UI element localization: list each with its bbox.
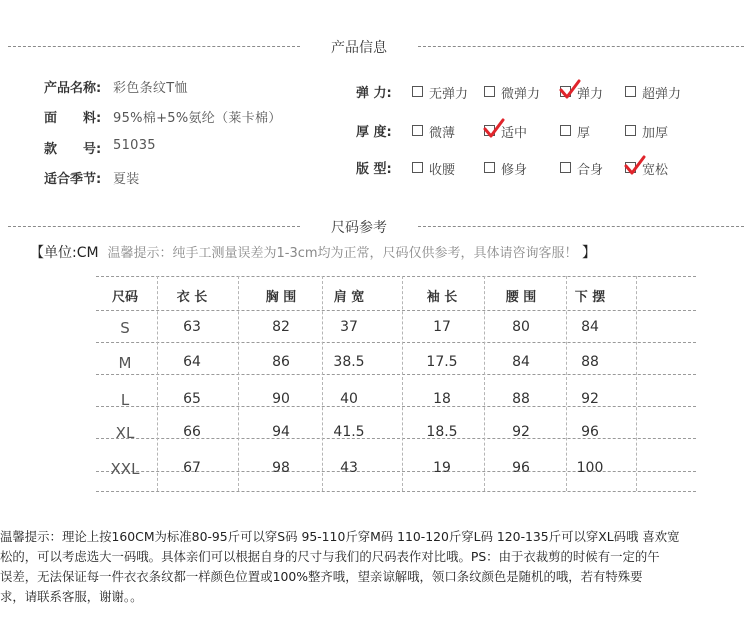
season-value: 夏装 [113, 172, 140, 187]
option-label: 合身 [577, 163, 604, 178]
checkbox[interactable] [560, 162, 571, 173]
table-divider [96, 276, 696, 277]
table-cell: 38.5 [333, 354, 365, 370]
table-header-cell: 肩 宽 [333, 290, 365, 305]
unit-bracket-open: 【 [30, 245, 44, 261]
table-cell: 18 [433, 391, 451, 407]
table-cell: 66 [183, 424, 201, 440]
option-label: 收腰 [429, 163, 456, 178]
table-cell: 65 [183, 391, 201, 407]
season-label: 适合季节: [44, 172, 102, 187]
table-cell: 19 [433, 460, 451, 476]
size-reference-title: 尺码参考 [331, 220, 387, 236]
option-label: 适中 [501, 126, 528, 141]
size-reference-header [8, 217, 744, 237]
product-info-title: 产品信息 [331, 40, 387, 56]
size-label-cell: M [118, 354, 132, 372]
table-cell: 96 [512, 460, 530, 476]
table-header-cell: 下 摆 [574, 290, 606, 305]
table-cell: 17.5 [426, 354, 458, 370]
table-divider [402, 276, 403, 491]
size-label-cell: S [120, 319, 130, 337]
unit-notice [30, 242, 596, 262]
option-label: 超弹力 [642, 87, 682, 102]
measurement-tip: 温馨提示：纯手工测量误差为1-3cm均为正常，尺码仅供参考，具体请咨询客服！ [107, 246, 578, 261]
header-divider-left [8, 46, 300, 47]
table-cell: 63 [183, 319, 201, 335]
size-label-cell: XL [115, 424, 135, 442]
checkbox[interactable] [412, 162, 423, 173]
checkbox[interactable] [412, 125, 423, 136]
option-label: 宽松 [642, 163, 669, 178]
attribute-label: 版 型: [356, 162, 392, 177]
option-label: 微薄 [429, 126, 456, 141]
unit-bracket-close: 】 [581, 245, 596, 261]
table-cell: 82 [272, 319, 290, 335]
table-cell: 98 [272, 460, 290, 476]
sizing-note [0, 527, 750, 607]
table-header-cell: 袖 长 [426, 290, 458, 305]
table-header-cell: 腰 围 [505, 290, 537, 305]
table-divider [322, 276, 323, 491]
table-divider [96, 342, 696, 343]
model-number-value: 51035 [113, 138, 156, 153]
table-divider [484, 276, 485, 491]
table-header-cell: 胸 围 [265, 290, 297, 305]
note-line: 松的，可以考虑选大一码哦。具体亲们可以根据自身的尺寸与我们的尺码表作对比哦。PS：由于衣裁剪的时候有一定的午 [0, 549, 660, 564]
table-divider [238, 276, 239, 491]
note-line: 求，请联系客服，谢谢。。 [0, 589, 143, 604]
table-cell: 18.5 [426, 424, 458, 440]
table-header-cell: 衣 长 [176, 290, 208, 305]
product-name-value: 彩色条纹T恤 [113, 81, 188, 96]
option-label: 厚 [577, 126, 591, 141]
table-cell: 64 [183, 354, 201, 370]
table-cell: 94 [272, 424, 290, 440]
table-cell: 88 [581, 354, 599, 370]
table-cell: 84 [581, 319, 599, 335]
header-divider-left [8, 226, 300, 227]
checkbox[interactable] [484, 86, 495, 97]
table-cell: 88 [512, 391, 530, 407]
note-line: 温馨提示：理论上按160CM为标准80-95斤可以穿S码 95-110斤穿M码 110-120斤穿L码 120-135斤可以穿XL码哦 喜欢宽 [0, 529, 680, 544]
table-cell: 90 [272, 391, 290, 407]
checkbox[interactable] [484, 162, 495, 173]
table-divider [96, 491, 696, 492]
option-label: 加厚 [642, 126, 669, 141]
fabric-value: 95%棉+5%氨纶（莱卡棉） [113, 111, 282, 126]
unit-label: 单位:CM [44, 245, 99, 261]
table-cell: 100 [576, 460, 604, 476]
note-line: 误差，无法保证每一件衣衣条纹都一样颜色位置或100%整齐哦，望亲谅解哦，领口条纹颜色是随机的哦，若有特殊要 [0, 569, 643, 584]
table-cell: 67 [183, 460, 201, 476]
product-name-label: 产品名称: [44, 81, 102, 96]
model-number-label: 款 号: [44, 142, 102, 157]
checkbox[interactable] [625, 86, 636, 97]
checkbox[interactable] [560, 125, 571, 136]
table-header-cell: 尺码 [111, 290, 138, 305]
table-cell: 96 [581, 424, 599, 440]
attribute-label: 弹 力: [356, 86, 392, 101]
table-cell: 92 [512, 424, 530, 440]
table-divider [566, 276, 567, 491]
table-cell: 37 [340, 319, 358, 335]
attribute-label: 厚 度: [356, 125, 392, 140]
table-divider [636, 276, 637, 491]
table-divider [96, 374, 696, 375]
header-divider-right [418, 226, 744, 227]
product-info-header [8, 37, 744, 57]
table-cell: 80 [512, 319, 530, 335]
table-cell: 43 [340, 460, 358, 476]
option-label: 修身 [501, 163, 528, 178]
option-label: 弹力 [577, 87, 604, 102]
table-cell: 17 [433, 319, 451, 335]
checkbox[interactable] [625, 125, 636, 136]
option-label: 无弹力 [429, 87, 469, 102]
table-divider [157, 276, 158, 491]
table-cell: 40 [340, 391, 358, 407]
checkbox[interactable] [412, 86, 423, 97]
table-divider [96, 310, 696, 311]
size-table [96, 276, 696, 491]
table-cell: 92 [581, 391, 599, 407]
header-divider-right [418, 46, 744, 47]
table-cell: 41.5 [333, 424, 365, 440]
size-label-cell: L [120, 391, 130, 409]
fabric-label: 面 料: [44, 111, 102, 126]
option-label: 微弹力 [501, 87, 541, 102]
table-cell: 86 [272, 354, 290, 370]
table-cell: 84 [512, 354, 530, 370]
size-label-cell: XXL [110, 460, 140, 478]
